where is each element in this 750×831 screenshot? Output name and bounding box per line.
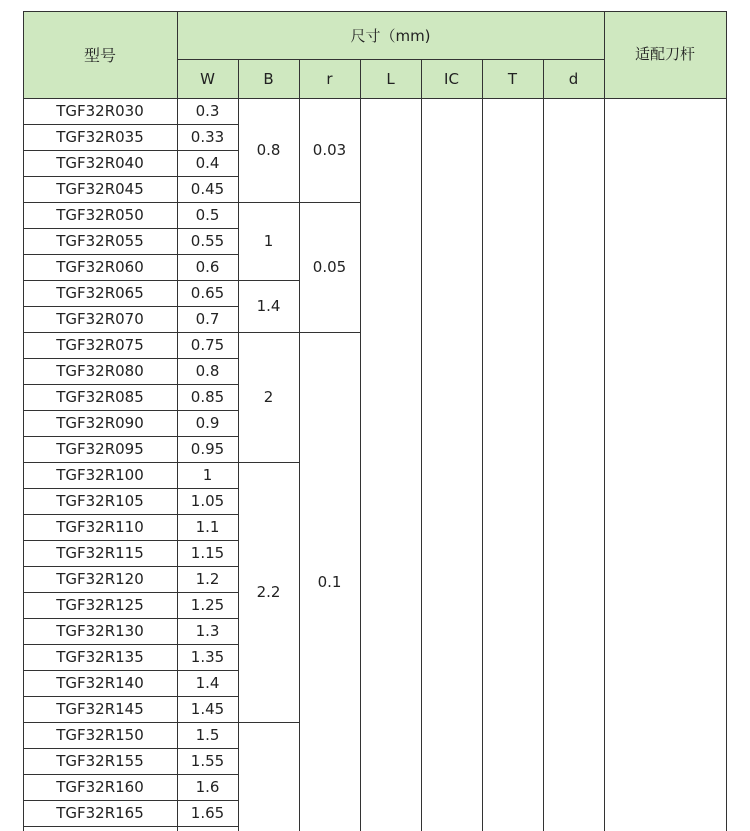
row-w: 0.95 [190, 440, 225, 458]
header-col-w: W [200, 69, 215, 88]
grid-line [23, 566, 239, 567]
row-w: 0.8 [195, 362, 220, 380]
grid-line [299, 59, 300, 831]
spec-table [23, 11, 726, 831]
row-b: 2 [263, 388, 274, 406]
row-w: 1.25 [190, 596, 225, 614]
row-w: 1.4 [195, 674, 220, 692]
grid-line [23, 696, 239, 697]
grid-line [23, 540, 239, 541]
row-model: TGF32R035 [56, 128, 144, 146]
row-w: 0.85 [190, 388, 225, 406]
grid-line [23, 462, 239, 463]
grid-line [23, 410, 239, 411]
row-model: TGF32R065 [56, 284, 144, 302]
row-model: TGF32R060 [56, 258, 144, 276]
row-b: 1.4 [256, 297, 281, 315]
row-w: 0.55 [190, 232, 225, 250]
row-model: TGF32R095 [56, 440, 144, 458]
row-model: TGF32R130 [56, 622, 144, 640]
grid-line [543, 59, 544, 831]
row-model: TGF32R150 [56, 726, 144, 744]
grid-line [238, 59, 239, 831]
header-col-d: d [568, 69, 579, 88]
grid-line [23, 280, 239, 281]
row-model: TGF32R085 [56, 388, 144, 406]
grid-line [23, 592, 239, 593]
grid-line [238, 722, 300, 723]
row-w: 1.15 [190, 544, 225, 562]
grid-line [299, 202, 361, 203]
grid-line [23, 800, 239, 801]
grid-line [23, 722, 239, 723]
grid-line [238, 280, 300, 281]
row-b: 0.8 [256, 141, 281, 159]
header-col-ic: IC [444, 69, 459, 88]
row-model: TGF32R090 [56, 414, 144, 432]
row-w: 1.45 [190, 700, 225, 718]
row-w: 1.5 [195, 726, 220, 744]
grid-line [23, 748, 239, 749]
grid-line [23, 384, 239, 385]
grid-line [23, 514, 239, 515]
row-w: 0.9 [195, 414, 220, 432]
row-r: 0.1 [317, 572, 342, 591]
grid-line [23, 618, 239, 619]
row-b: 1 [263, 232, 274, 250]
grid-line [23, 670, 239, 671]
row-model: TGF32R140 [56, 674, 144, 692]
row-w: 0.75 [190, 336, 225, 354]
row-model: TGF32R070 [56, 310, 144, 328]
grid-line [238, 332, 300, 333]
grid-line [23, 202, 239, 203]
row-model: TGF32R100 [56, 466, 144, 484]
row-model: TGF32R155 [56, 752, 144, 770]
grid-line [23, 488, 239, 489]
row-w: 1.1 [195, 518, 220, 536]
header-holder: 适配刀杆 [634, 45, 695, 63]
grid-line [23, 358, 239, 359]
row-model: TGF32R045 [56, 180, 144, 198]
row-w: 0.33 [190, 128, 225, 146]
row-model: TGF32R080 [56, 362, 144, 380]
row-w: 1.65 [190, 804, 225, 822]
grid-line [23, 98, 727, 99]
grid-line [604, 11, 605, 831]
row-model: TGF32R115 [56, 544, 144, 562]
grid-line [23, 774, 239, 775]
row-model: TGF32R040 [56, 154, 144, 172]
row-w: 1.05 [190, 492, 225, 510]
grid-line [238, 462, 300, 463]
grid-line [299, 332, 361, 333]
grid-line [238, 202, 300, 203]
grid-line [177, 59, 605, 60]
row-model: TGF32R160 [56, 778, 144, 796]
row-b: 2.2 [256, 583, 281, 601]
grid-line [23, 436, 239, 437]
row-w: 1.35 [190, 648, 225, 666]
row-w: 0.7 [195, 310, 220, 328]
row-w: 0.4 [195, 154, 220, 172]
row-w: 1.55 [190, 752, 225, 770]
grid-line [482, 59, 483, 831]
header-col-b: B [263, 69, 274, 88]
header-col-t: T [507, 69, 518, 88]
grid-line [23, 228, 239, 229]
grid-line [23, 176, 239, 177]
grid-line [23, 332, 239, 333]
row-b [238, 722, 299, 831]
row-model: TGF32R110 [56, 518, 144, 536]
row-r: 0.05 [312, 258, 347, 276]
row-w: 1.2 [195, 570, 220, 588]
row-w: 0.5 [195, 206, 220, 224]
header-size: 尺寸（mm) [350, 26, 431, 45]
grid-line [23, 644, 239, 645]
grid-line [23, 254, 239, 255]
row-w: 0.65 [190, 284, 225, 302]
row-model: TGF32R165 [56, 804, 144, 822]
header-col-l: L [386, 69, 395, 88]
row-w: 0.3 [195, 102, 220, 120]
row-r: 0.03 [312, 141, 347, 159]
row-model: TGF32R055 [56, 232, 144, 250]
grid-line [23, 306, 239, 307]
grid-line [23, 826, 239, 827]
grid-line [23, 11, 24, 831]
grid-line [23, 124, 239, 125]
row-model: TGF32R075 [56, 336, 144, 354]
row-model: TGF32R050 [56, 206, 144, 224]
grid-line [177, 11, 178, 831]
row-w: 0.6 [195, 258, 220, 276]
row-model: TGF32R105 [56, 492, 144, 510]
grid-line [23, 150, 239, 151]
row-w: 1.3 [195, 622, 220, 640]
header-col-r: r [326, 69, 333, 88]
row-model: TGF32R135 [56, 648, 144, 666]
row-w: 1 [202, 466, 213, 484]
row-w: 1.6 [195, 778, 220, 796]
grid-line [726, 11, 727, 831]
row-model: TGF32R120 [56, 570, 144, 588]
grid-line [360, 59, 361, 831]
row-w: 0.45 [190, 180, 225, 198]
grid-line [23, 11, 727, 12]
row-model: TGF32R125 [56, 596, 144, 614]
header-model: 型号 [83, 46, 116, 65]
row-model: TGF32R030 [56, 102, 144, 120]
row-model: TGF32R145 [56, 700, 144, 718]
grid-line [421, 59, 422, 831]
